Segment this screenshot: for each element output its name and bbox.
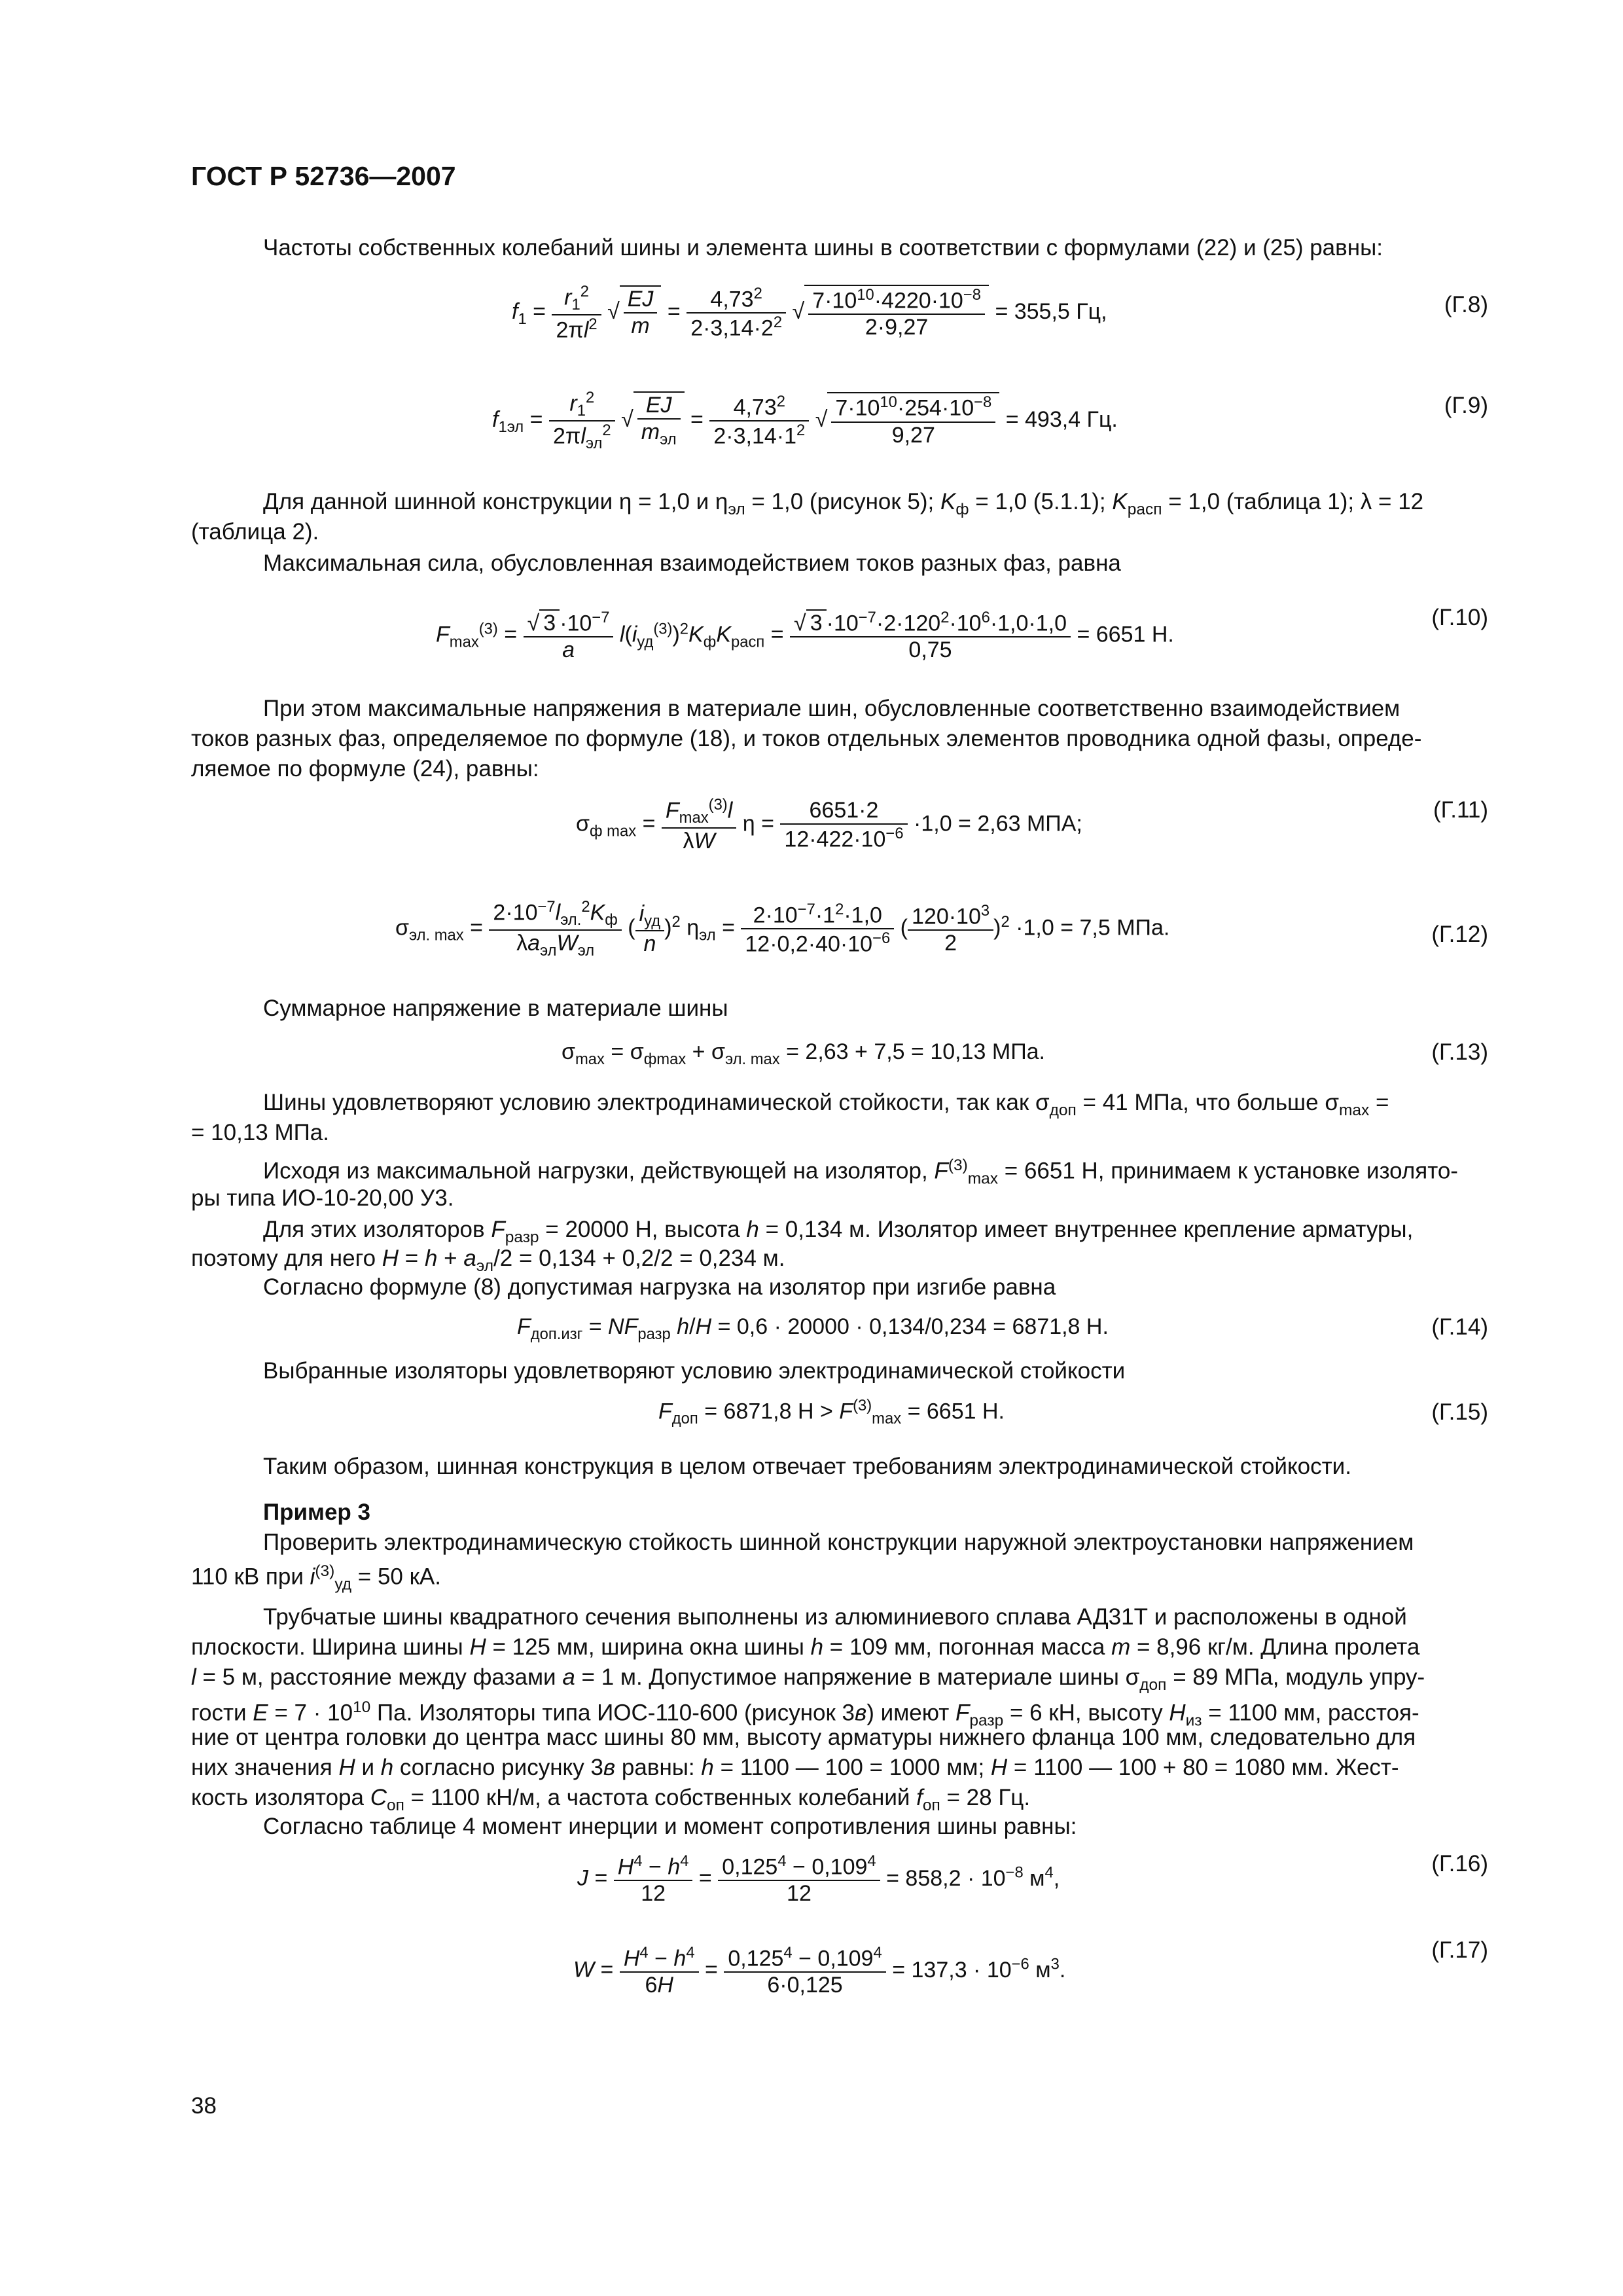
paragraph-bus-params-7: кость изолятора $C_{оп} = 1100$ кН/м, а частота собственных колебаний $f_{оп} = 28$ Гц. <box>191 1785 1031 1814</box>
paragraph-bus-params-5: ние от центра головки до центра масс шины 80 мм, высоту арматуры нижнего фланца 100 мм, следовательно для <box>191 1725 1416 1750</box>
equation-number-g16: (Г.16) <box>1431 1851 1488 1876</box>
example-heading: Пример 3 <box>263 1499 370 1525</box>
g10-result: = 6651 Н. <box>1077 622 1174 647</box>
equation-number-g15: (Г.15) <box>1431 1399 1488 1425</box>
g9-result: = 493,4 Гц. <box>1005 407 1118 433</box>
equation-number-g8: (Г.8) <box>1444 292 1488 317</box>
equation-number-g13: (Г.13) <box>1431 1039 1488 1065</box>
paragraph-selected-insulators: Выбранные изоляторы удовлетворяют условию электродинамической стойкости <box>263 1358 1126 1384</box>
paragraph-insulator-params-1: Для этих изоляторов $F_{разр} = 20000$ Н, высота h = 0,134 м. Изолятор имеет внутреннее крепление арматуры, <box>263 1217 1414 1246</box>
paragraph-total-stress: Суммарное напряжение в материале шины <box>263 996 728 1021</box>
paragraph-condition-2: = 10,13 МПа. <box>191 1120 329 1145</box>
g11-result: ·1,0 = 2,63 МПА; <box>914 811 1082 836</box>
paragraph-frequencies: Частоты собственных колебаний шины и элемента шины в соответствии с формулами (22) и (25) равны: <box>263 235 1383 260</box>
paragraph-insulator-params-2: поэтому для него $H = h + a_{эл}/2 = 0,134 + 0,2/2 = 0,234$ м. <box>191 1246 785 1275</box>
equation-g9: $f_{1эл}$ = $\frac{r_1^2}{2\pi l_{эл}^2}$ √ $\frac{EJ}{m_{эл}}$ = $\frac{4,73^2}{2\cdot 3,14\cdot 1^2}$ √ $\frac{7\cdot 10^{10}\cdot 254\cdot 10^{-8}}{9,27}$ = 493,4 Гц. <box>492 389 1118 453</box>
paragraph-insulator-2: ры типа ИО-10-20,00 У3. <box>191 1185 454 1211</box>
equation-g17: W = $\frac{H^4 - h^4}{6H}$ = $\frac{0,125^4 - 0,109^4}{6\cdot 0,125}$ = $137,3 \cdot 10^{-6}$ $м^3$. <box>573 1944 1066 1998</box>
paragraph-inertia-intro: Согласно таблице 4 момент инерции и момент сопротивления шины равны: <box>263 1814 1077 1839</box>
paragraph-bus-params-1: Трубчатые шины квадратного сечения выполнены из алюминиевого сплава АД31Т и расположены в одной <box>263 1604 1407 1630</box>
equation-number-g11: (Г.11) <box>1433 797 1488 823</box>
g12-result: ·1,0 = 7,5 МПа. <box>1016 915 1170 941</box>
document-header: ГОСТ Р 52736—2007 <box>191 161 456 191</box>
equation-number-g17: (Г.17) <box>1431 1937 1488 1963</box>
equation-g11: $\sigma_{ф max}$ = $\frac{F_{max}^{(3)}l}{\lambda W}$ η = $\frac{6651\cdot 2}{12\cdot 422\cdot 10^{-6}}$ ·1,0 = 2,63 МПА; <box>576 796 1082 854</box>
equation-g15: $F_{доп} = 6871,8$ $Н > F^{(3)}_{max} = 6651$ Н. <box>658 1397 1005 1428</box>
equation-number-g12: (Г.12) <box>1431 922 1488 947</box>
paragraph-stresses-3: ляемое по формуле (24), равны: <box>191 756 539 781</box>
paragraph-bus-params-2: плоскости. Ширина шины H = 125 мм, ширина окна шины h = 109 мм, погонная масса m = 8,96 кг/м. Длина пролета <box>191 1634 1420 1660</box>
g8-result: = 355,5 Гц, <box>995 299 1107 325</box>
paragraph-max-force: Максимальная сила, обусловленная взаимодействием токов разных фаз, равна <box>263 550 1121 576</box>
paragraph-stresses-1: При этом максимальные напряжения в материале шин, обусловленные соответственно взаимодействием <box>263 696 1400 721</box>
equation-g12: $\sigma_{эл. max}$ = $\frac{2\cdot 10^{-7}l_{эл.}^2K_ф}{\lambda a_{эл}W_{эл}}$ ( $\frac{i_{уд}}{n}$ )$^2$ $\eta_{эл}$ = $\frac{2\cdot 10^{-7}\cdot 1^2\cdot 1,0}{12\cdot 0,2\cdot 40\cdot 10^{-6}}$ ( $\frac{120\cdot 10^3}{2}$ )$^2$ ·1,0 = 7,5 МПа. <box>395 898 1170 960</box>
equation-g16: J = $\frac{H^4 - h^4}{12}$ = $\frac{0,125^4 - 0,109^4}{12}$ = $858,2 \cdot 10^{-8}$ $м^4$, <box>577 1852 1060 1907</box>
g17-result: = $137,3 \cdot 10^{-6}$ $м^3$. <box>892 1955 1066 1982</box>
equation-number-g10: (Г.10) <box>1431 605 1488 630</box>
paragraph-conclusion: Таким образом, шинная конструкция в целом отвечает требованиям электродинамической стойкости. <box>263 1454 1351 1479</box>
page-number: 38 <box>191 2093 217 2119</box>
equation-g8: $f_1$ = $\frac{r_1^2}{2\pi l^2}$ √ $\frac{EJ}{m}$ = $\frac{4,73^2}{2\cdot 3,14\cdot 2^2}$ √ $\frac{7\cdot 10^{10}\cdot 4220\cdot 10^{-8}}{2\cdot 9,27}$ = 355,5 Гц, <box>512 283 1107 343</box>
paragraph-bus-params-3: l = 5 м, расстояние между фазами a = 1 м. Допустимое напряжение в материале шины $\sigma_{доп} = 89$ МПа, модуль упру- <box>191 1664 1425 1694</box>
paragraph-bus-params-6: них значения H и h согласно рисунку 3в равны: h = 1100 — 100 = 1000 мм; H = 1100 — 100 + 80 = 1080 мм. Жест- <box>191 1755 1399 1780</box>
paragraph-bus-params-4: гости $E = 7 \cdot 10^{10}$ Па. Изоляторы типа ИОС-110-600 (рисунок 3в) имеют $F_{разр} = 6$ кН, высоту $H_{из} = 1100$ мм, расстоя- <box>191 1698 1419 1730</box>
paragraph-example-task-2: 110 кВ при $i^{(3)}_{уд} = 50$ кА. <box>191 1562 442 1594</box>
paragraph-condition-1: Шины удовлетворяют условию электродинамической стойкости, так как $\sigma_{доп} = 41$ МПа, что больше $\sigma_{max}$ = <box>263 1090 1389 1119</box>
equation-number-g14: (Г.14) <box>1431 1314 1488 1340</box>
paragraph-example-task-1: Проверить электродинамическую стойкость шинной конструкции наружной электроустановки напряжением <box>263 1530 1414 1555</box>
equation-g10: $F_{max}^{(3)}$ = $\frac{√ 3 \cdot 10^{-7}}{a}$ $l(i_{уд}^{(3)})^2K_фK_{расп}$ = $\frac{√ 3 \cdot 10^{-7}\cdot 2\cdot 120^2\cdot 10^6\cdot 1,0\cdot 1,0}{0,75}$ = 6651 Н. <box>436 609 1174 663</box>
paragraph-coefficients: Для данной шинной конструкции η = 1,0 и $\eta_{эл} = 1,0$ (рисунок 5); $K_ф = 1,0$ (5.1.1); $K_{расп} = 1,0$ (таблица 1); λ = 12 <box>263 489 1424 518</box>
equation-g13: $\sigma_{max} = \sigma_{фmax} + \sigma_{эл. max} = 2,63 + 7,5 = 10,13$ МПа. <box>562 1039 1045 1068</box>
paragraph-stresses-2: токов разных фаз, определяемое по формуле (18), и токов отдельных элементов проводника одной фазы, опреде- <box>191 726 1422 751</box>
paragraph-coefficients-cont: (таблица 2). <box>191 519 319 545</box>
paragraph-insulator-1: Исходя из максимальной нагрузки, действующей на изолятор, $F^{(3)}_{max} = 6651$ Н, принимаем к установке изолято- <box>263 1157 1458 1188</box>
equation-g14: $F_{доп.изг} = NF_{разр}$ h/H = 0,6 · 20000 · 0,134/0,234 = 6871,8 Н. <box>517 1314 1109 1343</box>
equation-number-g9: (Г.9) <box>1444 393 1488 418</box>
g16-result: = $858,2 \cdot 10^{-8}$ $м^4$, <box>886 1863 1060 1891</box>
paragraph-allowed-load: Согласно формуле (8) допустимая нагрузка на изолятор при изгибе равна <box>263 1274 1056 1300</box>
